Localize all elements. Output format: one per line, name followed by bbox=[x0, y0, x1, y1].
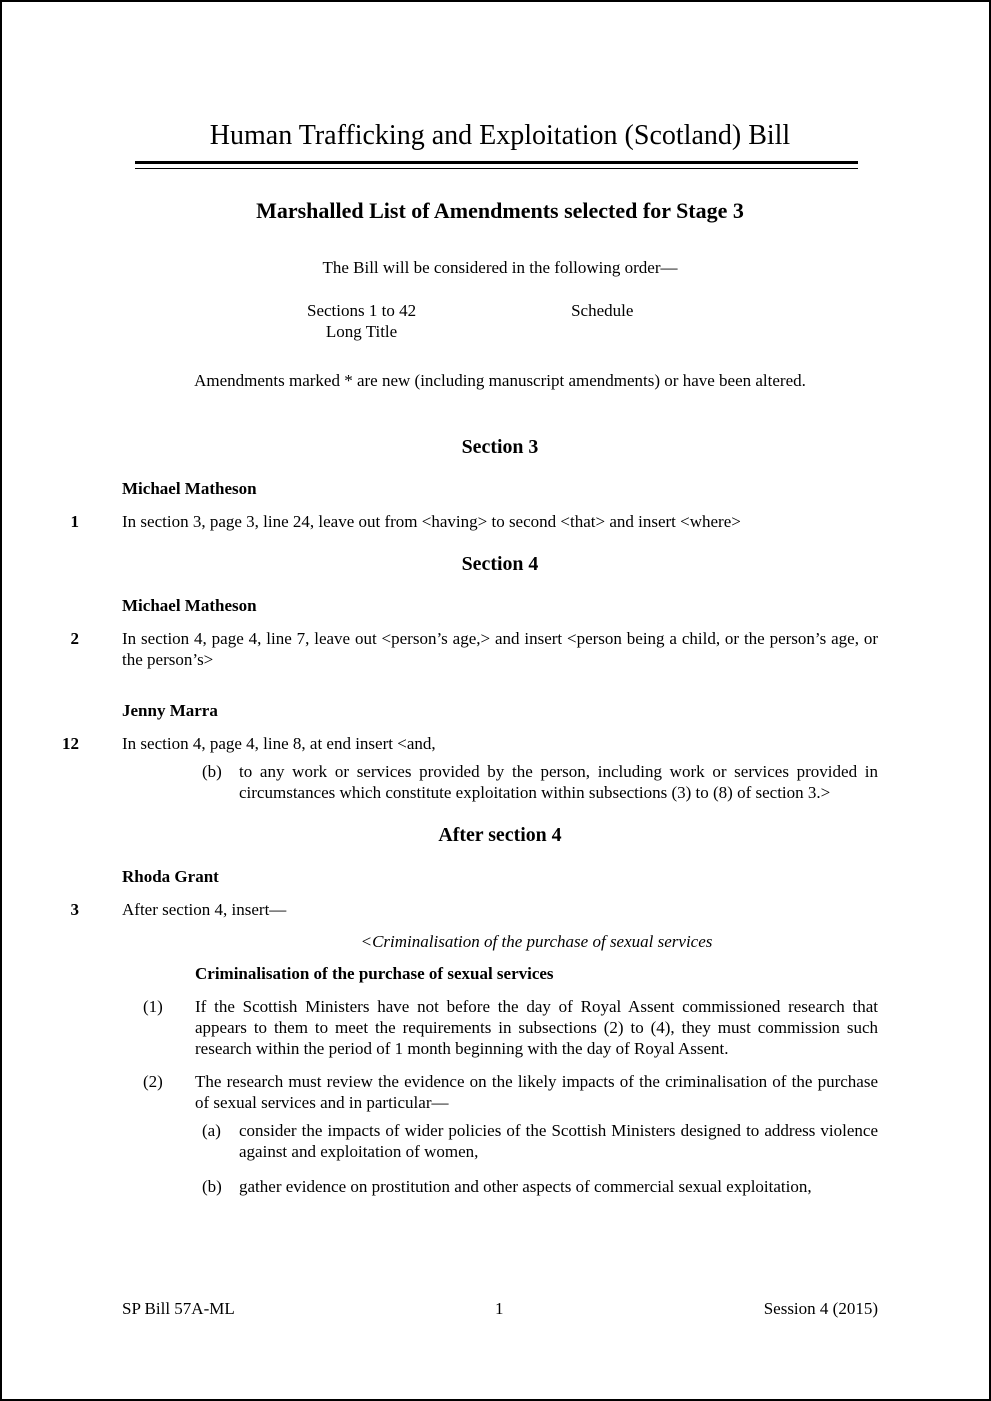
amendment-text: In section 3, page 3, line 24, leave out from <having> to second <that> and insert <where> bbox=[122, 512, 741, 531]
order-item-sections: Sections 1 to 42 bbox=[307, 301, 417, 320]
document-content bbox=[62, 118, 878, 1197]
footer-bill-reference: SP Bill 57A-ML bbox=[122, 1299, 235, 1318]
amendment-3 bbox=[70, 899, 878, 920]
author-name: Michael Matheson bbox=[122, 596, 257, 615]
inserted-subparagraph-b bbox=[122, 1176, 878, 1197]
order-item-long-title: Long Title bbox=[325, 322, 398, 341]
consideration-order-table bbox=[122, 300, 878, 342]
inserted-paragraph-1 bbox=[122, 996, 878, 1059]
amendment-1 bbox=[70, 511, 878, 532]
section-heading-after-section-4: After section 4 bbox=[438, 824, 562, 846]
order-column-right bbox=[571, 300, 633, 342]
amendment-subparagraph-b bbox=[122, 761, 878, 803]
inserted-section-bold-heading: Criminalisation of the purchase of sexual services bbox=[195, 964, 554, 983]
amendment-number: 12 bbox=[62, 734, 79, 753]
subparagraph-label: (a) bbox=[202, 1121, 221, 1140]
order-column-left bbox=[307, 300, 416, 342]
amendment-12 bbox=[62, 733, 878, 754]
subparagraph-text: consider the impacts of wider policies of the Scottish Ministers designed to address violence against and exploitation of women, bbox=[239, 1121, 878, 1161]
footer-page-number: 1 bbox=[494, 1299, 504, 1318]
paragraph-text: If the Scottish Ministers have not before the day of Royal Assent commissioned research that appears to them to meet the requirements in subsections (2) to (4), they must commission such research within the period of 1 month beginning with the day of Royal Assent. bbox=[195, 997, 878, 1058]
page-footer bbox=[122, 1298, 878, 1319]
amendment-text: In section 4, page 4, line 7, leave out <person’s age,> and insert <person being a child, or the person’s age, or the person’s> bbox=[122, 629, 878, 669]
amendment-number: 2 bbox=[70, 629, 79, 648]
section-heading-section-3: Section 3 bbox=[461, 436, 539, 458]
inserted-section-italic-heading: <Criminalisation of the purchase of sexual services bbox=[360, 932, 713, 951]
marshalled-list-heading: Marshalled List of Amendments selected for Stage 3 bbox=[256, 198, 744, 223]
amendment-2 bbox=[70, 628, 878, 670]
paragraph-label: (2) bbox=[143, 1072, 163, 1091]
amendment-text: In section 4, page 4, line 8, at end insert <and, bbox=[122, 734, 436, 753]
inserted-subparagraph-a bbox=[122, 1120, 878, 1162]
footer-session: Session 4 (2015) bbox=[763, 1299, 878, 1318]
author-name: Jenny Marra bbox=[122, 701, 218, 720]
subparagraph-label: (b) bbox=[202, 762, 222, 781]
author-name: Michael Matheson bbox=[122, 479, 257, 498]
subparagraph-text: gather evidence on prostitution and other aspects of commercial sexual exploitation, bbox=[239, 1177, 812, 1196]
amendment-text: After section 4, insert— bbox=[122, 900, 287, 919]
paragraph-text: The research must review the evidence on the likely impacts of the criminalisation of the purchase of sexual services and in particular— bbox=[195, 1072, 878, 1112]
order-item-schedule: Schedule bbox=[571, 301, 634, 320]
subparagraph-text: to any work or services provided by the person, including work or services provided in circumstances which constitute exploitation within subsections (3) to (8) of section 3.> bbox=[239, 762, 878, 802]
paragraph-label: (1) bbox=[143, 997, 163, 1016]
bill-title: Human Trafficking and Exploitation (Scotland) Bill bbox=[209, 120, 791, 151]
consideration-order-intro: The Bill will be considered in the following order— bbox=[322, 258, 678, 277]
subparagraph-label: (b) bbox=[202, 1177, 222, 1196]
amendments-note: Amendments marked * are new (including manuscript amendments) or have been altered. bbox=[194, 371, 806, 390]
amendment-number: 3 bbox=[70, 900, 79, 919]
inserted-paragraph-2 bbox=[122, 1071, 878, 1113]
author-name: Rhoda Grant bbox=[122, 867, 219, 886]
amendment-number: 1 bbox=[70, 512, 79, 531]
section-heading-section-4: Section 4 bbox=[461, 553, 539, 575]
title-divider-rule bbox=[135, 161, 858, 169]
